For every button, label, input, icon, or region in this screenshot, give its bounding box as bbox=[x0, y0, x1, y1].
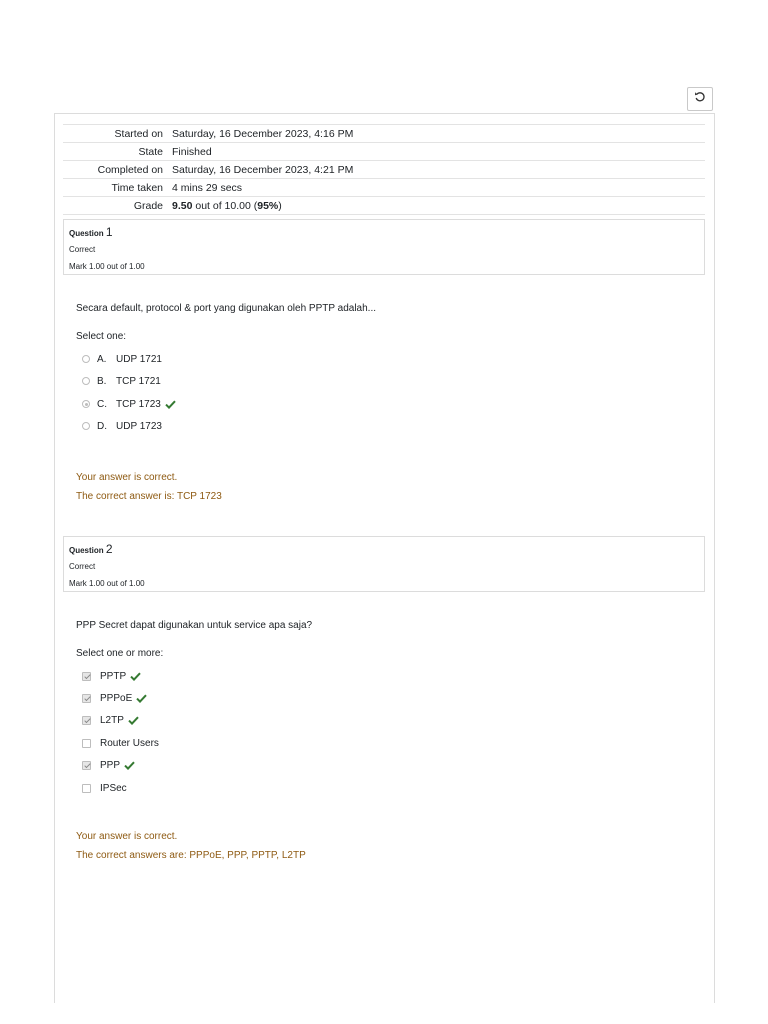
q2-option-router-users[interactable] bbox=[82, 736, 159, 750]
grade-value bbox=[169, 197, 705, 215]
check-icon bbox=[130, 672, 141, 681]
question-state: Correct bbox=[69, 245, 96, 254]
reset-icon bbox=[694, 90, 706, 108]
option-letter: C. bbox=[97, 398, 107, 410]
option-label: PPP bbox=[100, 759, 121, 771]
q1-option-a[interactable] bbox=[82, 352, 162, 366]
question-num: 2 bbox=[105, 542, 113, 556]
checkbox[interactable] bbox=[82, 784, 91, 793]
option-letter: B. bbox=[97, 375, 107, 387]
question-2-right-answer: The correct answers are: PPPoE, PPP, PPTP, L2TP bbox=[76, 850, 306, 861]
q2-option-l2tp[interactable] bbox=[82, 713, 139, 727]
question-1-text: Secara default, protocol & port yang digunakan oleh PPTP adalah... bbox=[76, 303, 377, 314]
option-label: TCP 1723 bbox=[116, 398, 161, 410]
radio-button[interactable] bbox=[82, 355, 90, 363]
radio-button-selected[interactable] bbox=[82, 400, 90, 408]
option-label: PPTP bbox=[100, 670, 127, 682]
question-2-prompt: Select one or more: bbox=[76, 648, 164, 659]
question-2-info bbox=[63, 536, 705, 592]
radio-button[interactable] bbox=[82, 422, 90, 430]
option-label: Router Users bbox=[100, 737, 159, 749]
grade-score: 9.50 bbox=[172, 200, 193, 212]
radio-button[interactable] bbox=[82, 377, 90, 385]
checkbox-checked[interactable] bbox=[82, 672, 91, 681]
question-2-feedback: Your answer is correct. bbox=[76, 831, 178, 842]
reset-button[interactable] bbox=[687, 87, 713, 111]
question-number bbox=[69, 542, 704, 556]
grade-label: Grade bbox=[133, 200, 163, 212]
check-icon bbox=[124, 761, 135, 770]
question-state: Correct bbox=[69, 562, 96, 571]
summary-label: Time taken bbox=[111, 182, 163, 194]
q2-option-ipsec[interactable] bbox=[82, 781, 127, 795]
option-label: UDP 1721 bbox=[116, 353, 162, 365]
attempt-summary bbox=[63, 124, 705, 215]
summary-row bbox=[63, 179, 705, 197]
summary-label: Completed on bbox=[97, 164, 163, 176]
question-num: 1 bbox=[105, 225, 113, 239]
summary-label: Started on bbox=[114, 128, 163, 140]
summary-row-grade bbox=[63, 197, 705, 215]
checkbox-checked[interactable] bbox=[82, 716, 91, 725]
question-word: Question bbox=[69, 229, 104, 238]
q2-option-ppp[interactable] bbox=[82, 758, 135, 772]
summary-row bbox=[63, 125, 705, 143]
summary-row bbox=[63, 161, 705, 179]
q1-option-b[interactable] bbox=[82, 374, 161, 388]
check-icon bbox=[165, 400, 176, 409]
option-label: L2TP bbox=[100, 714, 124, 726]
check-icon bbox=[136, 694, 147, 703]
q1-option-d[interactable] bbox=[82, 419, 162, 433]
check-icon bbox=[128, 716, 139, 725]
question-1-info bbox=[63, 219, 705, 275]
grade-out-of: out of 10.00 ( bbox=[192, 200, 258, 212]
checkbox-checked[interactable] bbox=[82, 694, 91, 703]
summary-row bbox=[63, 143, 705, 161]
question-mark: Mark 1.00 out of 1.00 bbox=[69, 262, 145, 271]
summary-value: Saturday, 16 December 2023, 4:21 PM bbox=[172, 164, 354, 176]
q2-option-pptp[interactable] bbox=[82, 669, 141, 683]
checkbox[interactable] bbox=[82, 739, 91, 748]
option-label: TCP 1721 bbox=[116, 375, 161, 387]
option-label: IPSec bbox=[100, 782, 127, 794]
option-letter: D. bbox=[97, 420, 107, 432]
summary-value: Saturday, 16 December 2023, 4:16 PM bbox=[172, 128, 354, 140]
option-label: PPPoE bbox=[100, 692, 133, 704]
question-2-text: PPP Secret dapat digunakan untuk service apa saja? bbox=[76, 620, 313, 631]
question-1-feedback: Your answer is correct. bbox=[76, 472, 178, 483]
summary-value: Finished bbox=[172, 146, 212, 158]
summary-value: 4 mins 29 secs bbox=[172, 182, 243, 194]
grade-percent: 95% bbox=[257, 200, 279, 212]
option-letter: A. bbox=[97, 353, 107, 365]
question-1-prompt: Select one: bbox=[76, 331, 127, 342]
question-1-right-answer: The correct answer is: TCP 1723 bbox=[76, 491, 222, 502]
q1-option-c[interactable] bbox=[82, 397, 176, 411]
checkbox-checked[interactable] bbox=[82, 761, 91, 770]
summary-label: State bbox=[138, 146, 163, 158]
grade-close: ) bbox=[278, 200, 282, 212]
option-label: UDP 1723 bbox=[116, 420, 162, 432]
question-word: Question bbox=[69, 546, 104, 555]
q2-option-pppoe[interactable] bbox=[82, 691, 147, 705]
question-mark: Mark 1.00 out of 1.00 bbox=[69, 579, 145, 588]
question-number bbox=[69, 225, 704, 239]
